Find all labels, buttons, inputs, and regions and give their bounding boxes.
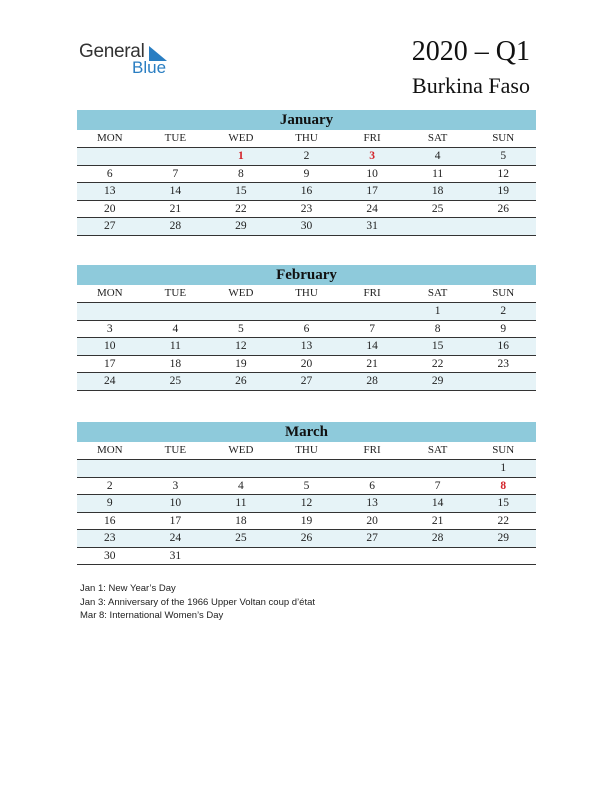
day-cell: 27 bbox=[300, 375, 313, 387]
holiday-day-cell: 8 bbox=[500, 479, 507, 492]
day-cell: 2 bbox=[106, 479, 113, 492]
day-cell: 7 bbox=[434, 479, 441, 492]
day-cell bbox=[274, 303, 340, 320]
day-cell: 2 bbox=[500, 305, 507, 317]
day-cell bbox=[208, 548, 274, 565]
weekday-label: WED bbox=[228, 444, 254, 456]
day-cell bbox=[405, 460, 471, 477]
day-cell: 6 bbox=[369, 479, 375, 492]
day-cell: 26 bbox=[300, 532, 313, 544]
day-cell: 22 bbox=[497, 514, 509, 527]
weekday-label: MON bbox=[96, 132, 123, 144]
day-cell: 27 bbox=[104, 220, 116, 232]
week-row bbox=[77, 495, 536, 513]
holiday-note: Jan 1: New Year’s Day bbox=[80, 583, 176, 594]
weekday-label: TUE bbox=[164, 287, 187, 299]
week-row bbox=[77, 321, 536, 339]
day-cell bbox=[470, 548, 536, 565]
day-cell: 20 bbox=[104, 202, 116, 215]
day-cell bbox=[470, 373, 536, 390]
day-cell: 4 bbox=[238, 479, 244, 492]
day-cell: 18 bbox=[169, 357, 182, 370]
day-cell: 25 bbox=[431, 202, 444, 215]
logo-text-general: General bbox=[79, 41, 145, 62]
weekday-label: WED bbox=[228, 287, 254, 299]
page-title-period: 2020 – Q1 bbox=[411, 36, 530, 67]
holiday-day-cell: 3 bbox=[369, 150, 375, 162]
weekday-label: SUN bbox=[492, 444, 515, 456]
day-cell: 8 bbox=[434, 322, 441, 335]
day-cell: 19 bbox=[300, 514, 313, 527]
day-cell bbox=[470, 218, 536, 235]
week-row bbox=[77, 478, 536, 496]
day-cell: 28 bbox=[366, 375, 378, 387]
day-cell: 15 bbox=[235, 185, 247, 197]
day-cell: 25 bbox=[169, 375, 182, 387]
weekday-label: TUE bbox=[164, 132, 187, 144]
day-cell bbox=[208, 460, 274, 477]
day-cell: 23 bbox=[497, 357, 509, 370]
day-cell bbox=[339, 303, 405, 320]
day-cell: 29 bbox=[497, 532, 509, 544]
day-cell: 9 bbox=[500, 322, 507, 335]
day-cell: 20 bbox=[366, 514, 378, 527]
page-title-country: Burkina Faso bbox=[412, 73, 530, 98]
day-cell: 12 bbox=[497, 167, 509, 180]
weekday-label: MON bbox=[96, 287, 123, 299]
week-row bbox=[77, 148, 536, 166]
day-cell: 14 bbox=[169, 185, 182, 197]
day-cell bbox=[77, 303, 143, 320]
weekday-label: WED bbox=[228, 132, 254, 144]
day-cell: 12 bbox=[235, 340, 247, 352]
week-row bbox=[77, 530, 536, 548]
day-cell: 30 bbox=[300, 220, 313, 232]
week-row bbox=[77, 218, 536, 236]
day-cell: 16 bbox=[300, 185, 313, 197]
weekday-label: TUE bbox=[164, 444, 187, 456]
day-cell: 27 bbox=[366, 532, 378, 544]
day-cell: 4 bbox=[172, 322, 179, 335]
day-cell: 15 bbox=[431, 340, 444, 352]
week-row bbox=[77, 373, 536, 391]
day-cell: 10 bbox=[104, 340, 116, 352]
day-cell: 19 bbox=[235, 357, 247, 370]
day-cell: 11 bbox=[235, 497, 247, 509]
week-row bbox=[77, 183, 536, 201]
day-cell: 7 bbox=[369, 322, 375, 335]
day-cell bbox=[77, 460, 143, 477]
day-cell: 28 bbox=[169, 220, 182, 232]
week-row bbox=[77, 303, 536, 321]
week-row bbox=[77, 201, 536, 219]
day-cell: 2 bbox=[303, 150, 310, 162]
day-cell: 13 bbox=[366, 497, 378, 509]
day-cell: 24 bbox=[169, 532, 182, 544]
day-cell: 20 bbox=[300, 357, 313, 370]
day-cell: 17 bbox=[104, 357, 116, 370]
day-cell: 14 bbox=[366, 340, 378, 352]
day-cell: 9 bbox=[106, 497, 113, 509]
day-cell: 24 bbox=[366, 202, 378, 215]
holiday-day-cell: 1 bbox=[238, 150, 244, 162]
month-calendar-january bbox=[77, 110, 536, 236]
day-cell: 29 bbox=[235, 220, 247, 232]
day-cell: 1 bbox=[434, 305, 441, 317]
generalblue-logo bbox=[79, 41, 179, 81]
logo-text-blue: Blue bbox=[132, 58, 167, 77]
day-cell: 8 bbox=[238, 167, 244, 180]
month-name: March bbox=[77, 422, 536, 442]
day-cell: 13 bbox=[104, 185, 116, 197]
day-cell: 7 bbox=[172, 167, 179, 180]
day-cell: 3 bbox=[172, 479, 179, 492]
day-cell: 18 bbox=[235, 514, 247, 527]
day-cell bbox=[208, 303, 274, 320]
day-cell: 21 bbox=[169, 202, 182, 215]
day-cell: 21 bbox=[431, 514, 444, 527]
weekday-label: THU bbox=[295, 287, 318, 299]
day-cell: 5 bbox=[303, 479, 310, 492]
day-cell: 11 bbox=[432, 167, 444, 180]
week-row bbox=[77, 356, 536, 374]
day-cell: 23 bbox=[104, 532, 116, 544]
weekday-label: SUN bbox=[492, 287, 515, 299]
weekday-label: FRI bbox=[363, 444, 381, 456]
holiday-notes bbox=[80, 582, 315, 623]
day-cell bbox=[339, 460, 405, 477]
week-row bbox=[77, 338, 536, 356]
day-cell: 18 bbox=[431, 185, 444, 197]
weekday-label: MON bbox=[96, 444, 123, 456]
day-cell: 19 bbox=[497, 185, 509, 197]
weekday-label: FRI bbox=[363, 132, 381, 144]
month-name: January bbox=[77, 110, 536, 130]
week-row bbox=[77, 460, 536, 478]
day-cell: 4 bbox=[434, 150, 441, 162]
day-cell: 5 bbox=[238, 322, 244, 335]
weekday-label: SUN bbox=[492, 132, 515, 144]
day-cell: 22 bbox=[235, 202, 247, 215]
day-cell bbox=[405, 548, 471, 565]
day-cell: 6 bbox=[303, 322, 310, 335]
weekday-label: THU bbox=[295, 132, 318, 144]
day-cell: 9 bbox=[303, 167, 310, 180]
day-cell: 26 bbox=[497, 202, 509, 215]
weekday-header-row bbox=[77, 285, 536, 303]
month-calendar-march bbox=[77, 422, 536, 565]
day-cell: 28 bbox=[431, 532, 444, 544]
day-cell: 16 bbox=[104, 514, 116, 527]
weekday-label: SAT bbox=[427, 132, 448, 144]
day-cell: 10 bbox=[169, 497, 182, 509]
day-cell: 29 bbox=[431, 375, 444, 387]
day-cell: 16 bbox=[497, 340, 509, 352]
day-cell: 6 bbox=[106, 167, 113, 180]
day-cell: 11 bbox=[169, 340, 181, 352]
week-row bbox=[77, 548, 536, 566]
day-cell bbox=[143, 148, 209, 165]
day-cell bbox=[143, 303, 209, 320]
day-cell: 13 bbox=[300, 340, 313, 352]
day-cell: 26 bbox=[235, 375, 247, 387]
day-cell: 3 bbox=[106, 322, 113, 335]
day-cell: 12 bbox=[300, 497, 313, 509]
day-cell: 24 bbox=[104, 375, 116, 387]
day-cell bbox=[339, 548, 405, 565]
day-cell: 23 bbox=[300, 202, 313, 215]
day-cell bbox=[274, 548, 340, 565]
week-row bbox=[77, 166, 536, 184]
day-cell bbox=[405, 218, 471, 235]
weekday-label: SAT bbox=[427, 287, 448, 299]
day-cell: 22 bbox=[431, 357, 444, 370]
day-cell bbox=[274, 460, 340, 477]
day-cell: 25 bbox=[235, 532, 247, 544]
weekday-label: THU bbox=[295, 444, 318, 456]
day-cell: 10 bbox=[366, 167, 378, 180]
month-calendar-february bbox=[77, 265, 536, 391]
day-cell bbox=[77, 148, 143, 165]
holiday-note: Mar 8: International Women’s Day bbox=[80, 610, 224, 621]
day-cell: 31 bbox=[366, 220, 378, 232]
day-cell: 17 bbox=[366, 185, 378, 197]
day-cell: 14 bbox=[431, 497, 444, 509]
week-row bbox=[77, 513, 536, 531]
day-cell: 5 bbox=[500, 150, 507, 162]
month-name: February bbox=[77, 265, 536, 285]
weekday-header-row bbox=[77, 130, 536, 148]
day-cell: 1 bbox=[500, 462, 507, 474]
day-cell: 21 bbox=[366, 357, 378, 370]
day-cell: 31 bbox=[169, 549, 182, 562]
day-cell: 17 bbox=[169, 514, 182, 527]
day-cell: 15 bbox=[497, 497, 509, 509]
day-cell: 30 bbox=[104, 549, 116, 562]
weekday-header-row bbox=[77, 442, 536, 460]
weekday-label: SAT bbox=[427, 444, 448, 456]
weekday-label: FRI bbox=[363, 287, 381, 299]
holiday-note: Jan 3: Anniversary of the 1966 Upper Voltan coup d’état bbox=[80, 596, 316, 608]
day-cell bbox=[143, 460, 209, 477]
